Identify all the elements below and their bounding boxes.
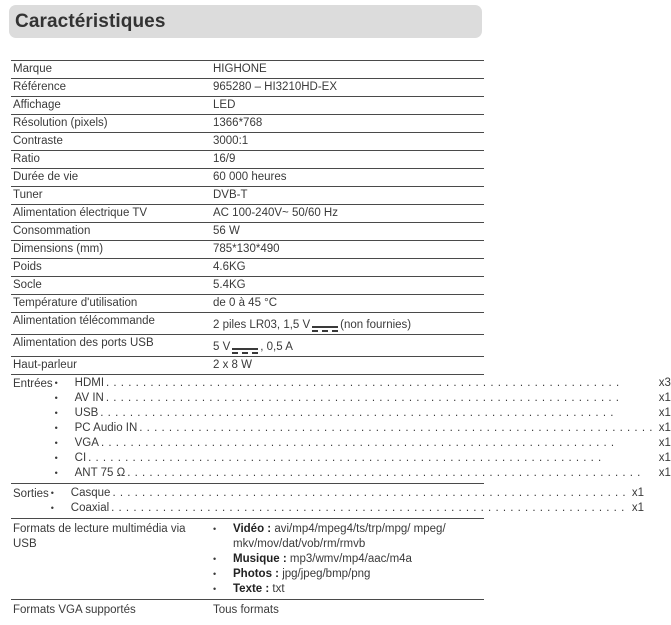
list-item	[55, 436, 671, 451]
list-item	[55, 451, 671, 466]
outputs-list	[51, 486, 644, 516]
spec-label: Dimensions (mm)	[13, 243, 104, 255]
bullet-icon: •	[213, 524, 217, 534]
spec-label: Entrées	[13, 378, 53, 390]
spec-value: AC 100-240V~ 50/60 Hz	[213, 207, 338, 219]
spec-row	[11, 241, 484, 259]
spec-row-speaker	[11, 357, 484, 375]
dot-leader	[101, 436, 653, 451]
spec-value: LED	[213, 99, 236, 111]
format-item	[213, 567, 484, 582]
format-item	[213, 552, 484, 567]
spec-row-telecommande	[11, 313, 484, 335]
spec-label: Haut-parleur	[13, 359, 77, 371]
item-name: VGA	[74, 437, 99, 449]
item-qty: x1	[658, 392, 671, 404]
bullet-icon: •	[54, 393, 58, 403]
item-name: AV IN	[74, 392, 104, 404]
spec-row	[11, 187, 484, 205]
item-name: HDMI	[74, 377, 105, 389]
item-qty: x1	[658, 407, 671, 419]
format-value: txt	[272, 583, 285, 595]
bullet-icon: •	[54, 423, 58, 433]
spec-value: Tous formats	[213, 604, 279, 616]
item-qty: x3	[658, 377, 671, 389]
format-key: Photos :	[233, 568, 279, 580]
spec-label: Formats de lecture multimédia via USB	[13, 523, 186, 550]
spec-value: 3000:1	[213, 135, 249, 147]
item-name: USB	[74, 407, 99, 419]
spec-row-formats	[11, 519, 484, 600]
format-value: mp3/wmv/mp4/aac/m4a	[289, 553, 412, 565]
dc-symbol-icon	[232, 347, 258, 354]
format-item	[213, 522, 484, 552]
spec-row	[11, 60, 484, 79]
spec-value: 965280 – HI3210HD-EX	[213, 81, 338, 93]
item-qty: x1	[631, 487, 645, 499]
spec-label: Contraste	[13, 135, 63, 147]
dot-leader	[106, 391, 653, 406]
spec-row	[11, 223, 484, 241]
spec-row-vga	[11, 600, 484, 619]
bullet-icon: •	[50, 488, 54, 498]
spec-label: Consommation	[13, 225, 91, 237]
format-key: Vidéo :	[233, 523, 272, 535]
format-value: jpg/jpeg/bmp/png	[282, 568, 371, 580]
item-qty: x1	[658, 452, 671, 464]
spec-label: Sorties	[13, 488, 49, 500]
spec-label: Socle	[13, 279, 42, 291]
bullet-icon: •	[54, 438, 58, 448]
dc-symbol-icon	[312, 325, 338, 332]
spec-value: 16/9	[213, 153, 236, 165]
inputs-list	[55, 376, 671, 481]
list-item	[55, 466, 671, 481]
spec-label: Formats VGA supportés	[13, 604, 136, 616]
section-header	[9, 5, 482, 38]
item-name: ANT 75 Ω	[74, 467, 126, 479]
spec-row	[11, 295, 484, 313]
dot-leader	[100, 406, 653, 421]
format-key: Musique :	[233, 553, 287, 565]
spec-value: 1366*768	[213, 117, 263, 129]
spec-label: Poids	[13, 261, 42, 273]
spec-label: Durée de vie	[13, 171, 79, 183]
spec-label: Référence	[13, 81, 67, 93]
list-item	[51, 501, 644, 516]
item-qty: x1	[658, 437, 671, 449]
spec-label: Tuner	[13, 189, 43, 201]
spec-label: Alimentation des ports USB	[13, 337, 154, 349]
spec-label: Affichage	[13, 99, 61, 111]
list-item	[55, 376, 671, 391]
spec-row	[11, 79, 484, 97]
spec-value: 5 V , 0,5 A	[213, 341, 293, 353]
spec-row-sorties	[11, 484, 645, 519]
spec-value: 60 000 heures	[213, 171, 287, 183]
list-item	[55, 421, 671, 436]
spec-label: Ratio	[13, 153, 40, 165]
bullet-icon: •	[54, 378, 58, 388]
spec-value: 56 W	[213, 225, 240, 237]
spec-value: 5.4KG	[213, 279, 246, 291]
item-name: CI	[74, 452, 87, 464]
spec-value: de 0 à 45 °C	[213, 297, 278, 309]
spec-row-entrees	[11, 375, 671, 484]
format-item	[213, 582, 484, 597]
spec-value: 2 piles LR03, 1,5 V (non fournies)	[213, 319, 412, 331]
section-title: Caractéristiques	[15, 11, 166, 32]
bullet-icon: •	[213, 584, 217, 594]
spec-label: Marque	[13, 63, 52, 75]
list-item	[55, 391, 671, 406]
spec-label: Alimentation électrique TV	[13, 207, 148, 219]
spec-row-usb-power	[11, 335, 484, 357]
spec-value: 785*130*490	[213, 243, 280, 255]
spec-table	[11, 60, 671, 619]
bullet-icon: •	[54, 468, 58, 478]
spec-row	[11, 97, 484, 115]
dot-leader	[106, 376, 653, 391]
spec-label: Alimentation télécommande	[13, 315, 155, 327]
spec-row	[11, 259, 484, 277]
spec-row	[11, 151, 484, 169]
formats-list	[213, 522, 484, 597]
list-item	[51, 486, 644, 501]
format-value: avi/mp4/mpeg4/ts/trp/mpg/ mpeg/ mkv/mov/dat/vob/rm/rmvb	[233, 523, 446, 550]
bullet-icon: •	[54, 453, 58, 463]
dot-leader	[111, 501, 626, 516]
bullet-icon: •	[213, 569, 217, 579]
item-qty: x1	[658, 467, 671, 479]
item-name: Coaxial	[70, 502, 110, 514]
spec-value: 4.6KG	[213, 261, 246, 273]
spec-value: 2 x 8 W	[213, 359, 252, 371]
spec-row	[11, 169, 484, 187]
bullet-icon: •	[213, 554, 217, 564]
item-name: Casque	[70, 487, 111, 499]
spec-row	[11, 205, 484, 223]
bullet-icon: •	[54, 408, 58, 418]
item-name: PC Audio IN	[74, 422, 138, 434]
spec-label: Température d'utilisation	[13, 297, 138, 309]
dot-leader	[88, 451, 653, 466]
item-qty: x1	[631, 502, 645, 514]
spec-label: Résolution (pixels)	[13, 117, 108, 129]
bullet-icon: •	[50, 503, 54, 513]
dot-leader	[139, 421, 653, 436]
item-qty: x1	[658, 422, 671, 434]
spec-value: DVB-T	[213, 189, 248, 201]
spec-row	[11, 133, 484, 151]
dot-leader	[112, 486, 626, 501]
format-key: Texte :	[233, 583, 270, 595]
spec-row	[11, 277, 484, 295]
dot-leader	[127, 466, 653, 481]
list-item	[55, 406, 671, 421]
spec-value: HIGHONE	[213, 63, 267, 75]
spec-row	[11, 115, 484, 133]
